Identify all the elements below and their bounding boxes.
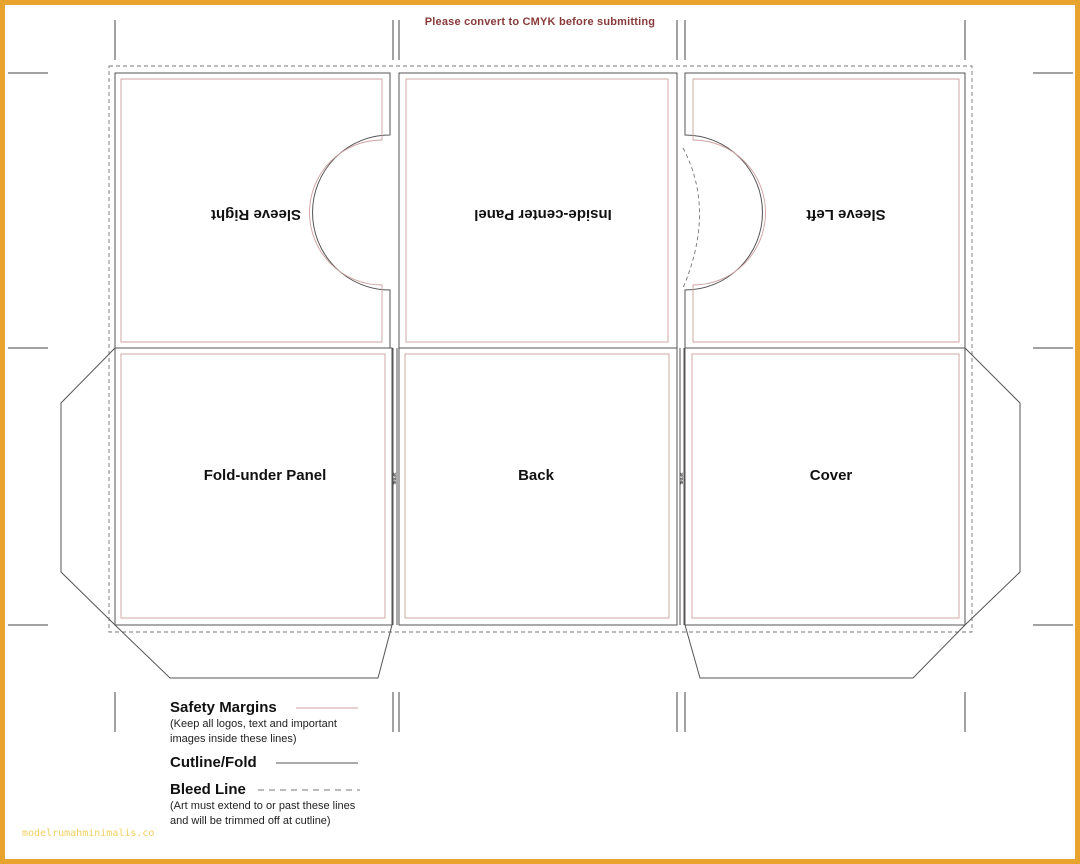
- panel-label-sleeve-left: Sleeve Left: [806, 206, 886, 223]
- bleed-lines: [109, 66, 972, 632]
- legend-bleed-note-2: and will be trimmed off at cutline): [170, 815, 331, 827]
- cutlines: [61, 73, 1020, 678]
- spine-label-left: SPINE: [392, 472, 398, 485]
- legend-bleed-title: Bleed Line: [170, 781, 246, 798]
- panel-label-inside-center: Inside-center Panel: [474, 206, 612, 223]
- panel-label-cover: Cover: [809, 467, 853, 484]
- panel-label-back: Back: [518, 467, 554, 484]
- panel-label-sleeve-right: Sleeve Right: [210, 206, 302, 223]
- cmyk-notice: Please convert to CMYK before submitting: [424, 16, 656, 28]
- legend-safety-note-2: images inside these lines): [170, 733, 297, 745]
- legend-cutline-title: Cutline/Fold: [170, 754, 257, 771]
- legend-bleed-note-1: (Art must extend to or past these lines: [170, 800, 356, 812]
- legend-safety-note-1: (Keep all logos, text and important: [170, 718, 337, 730]
- watermark: modelrumahminimalis.co: [22, 828, 155, 839]
- legend-safety-title: Safety Margins: [170, 699, 277, 716]
- spine-label-right: SPINE: [679, 472, 685, 485]
- panel-label-fold-under: Fold-under Panel: [203, 467, 327, 484]
